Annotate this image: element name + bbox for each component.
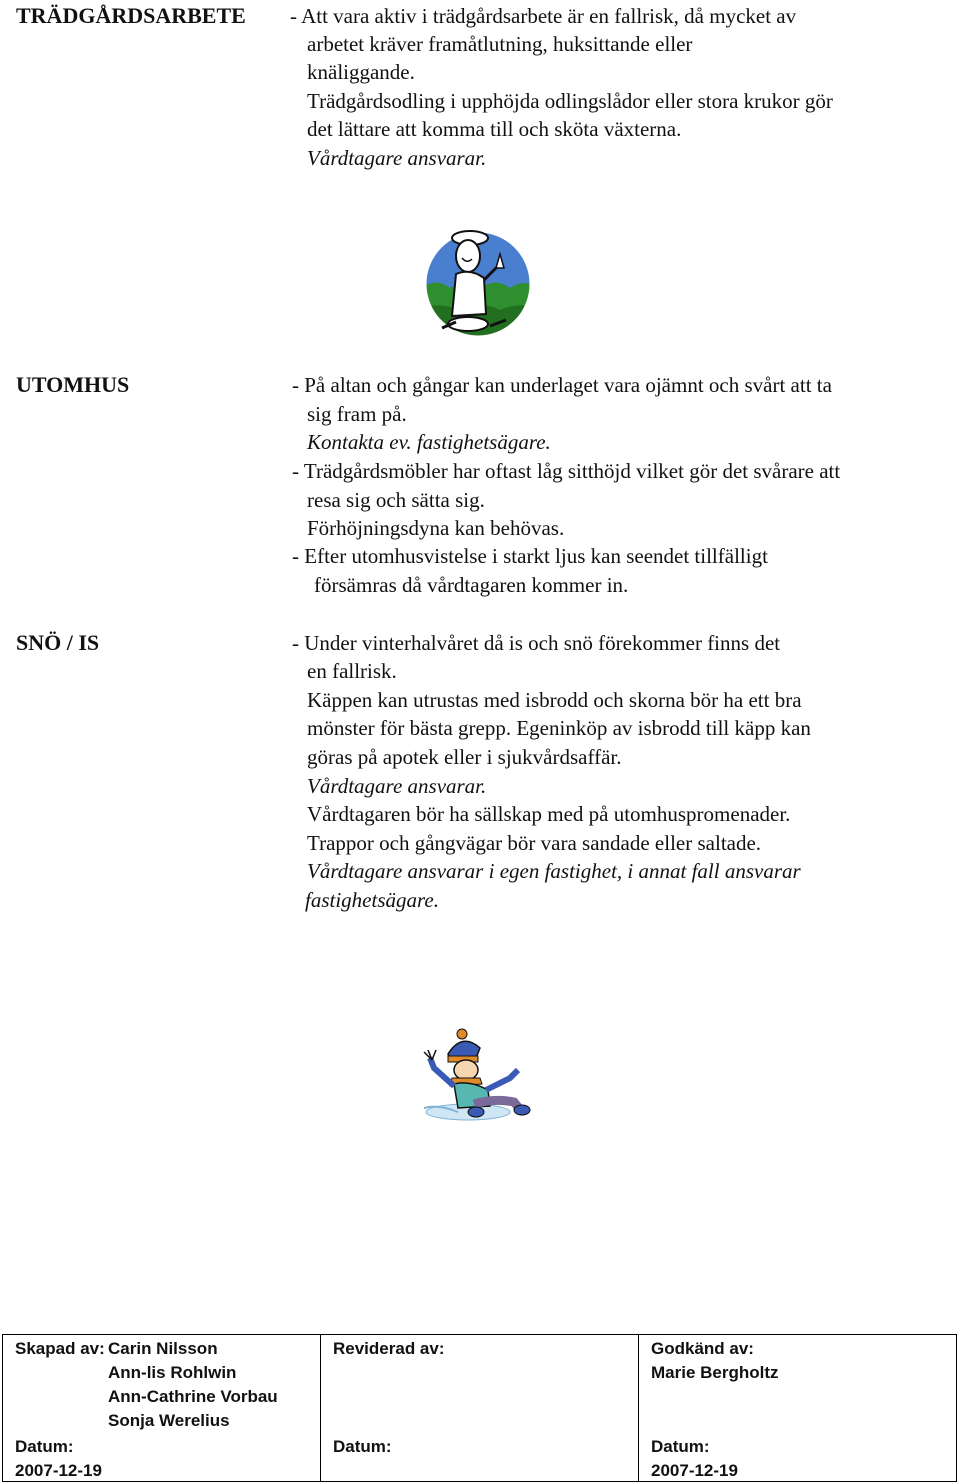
author-name: Ann-lis Rohlwin: [108, 1363, 237, 1382]
tradgard-line: det lättare att komma till och sköta växterna.: [307, 117, 682, 141]
sno-line: Vårdtagaren bör ha sällskap med på utomhuspromenader.: [307, 802, 791, 826]
sno-responsibility-note: Vårdtagare ansvarar.: [307, 774, 487, 798]
sno-line: Käppen kan utrustas med isbrodd och skorna bör ha ett bra: [307, 688, 802, 712]
author-name: Sonja Werelius: [108, 1411, 230, 1430]
section-heading-sno-is: SNÖ / IS: [16, 630, 100, 655]
footer-created-column: [3, 1335, 320, 1481]
author-name: Ann-Cathrine Vorbau: [108, 1387, 278, 1406]
utomhus-line: sig fram på.: [307, 402, 407, 426]
created-date-label: Datum:: [15, 1437, 74, 1456]
utomhus-line: - Efter utomhusvistelse i starkt ljus kan seendet tillfälligt: [292, 544, 768, 568]
sno-line: göras på apotek eller i sjukvårdsaffär.: [307, 745, 622, 769]
tradgard-line: - Att vara aktiv i trädgårdsarbete är en fallrisk, då mycket av: [290, 4, 797, 28]
revised-date-label: Datum:: [333, 1437, 392, 1456]
utomhus-line: försämras då vårdtagaren kommer in.: [314, 573, 629, 597]
utomhus-line: - På altan och gångar kan underlaget vara ojämnt och svårt att ta: [292, 373, 832, 397]
tradgard-line: arbetet kräver framåtlutning, huksittande eller: [307, 32, 693, 56]
sno-responsibility-note: fastighetsägare.: [305, 888, 439, 912]
revised-label: Reviderad av:: [333, 1339, 445, 1358]
footer-approved-column: [638, 1335, 956, 1481]
approver-name: Marie Bergholtz: [651, 1363, 779, 1382]
sno-line: - Under vinterhalvåret då is och snö förekommer finns det: [292, 631, 781, 655]
approved-date: 2007-12-19: [651, 1461, 738, 1480]
gardener-illustration: [420, 228, 536, 344]
tradgard-line: Trädgårdsodling i upphöjda odlingslådor eller stora krukor gör: [307, 89, 833, 113]
utomhus-line: Förhöjningsdyna kan behövas.: [307, 516, 565, 540]
utomhus-line: - Trädgårdsmöbler har oftast låg sitthöjd vilket gör det svårare att: [292, 459, 841, 483]
slipping-person-illustration: [418, 1028, 538, 1124]
created-date: 2007-12-19: [15, 1461, 102, 1480]
tradgard-responsibility-note: Vårdtagare ansvarar.: [307, 146, 487, 170]
sno-line: en fallrisk.: [307, 659, 397, 683]
sno-line: mönster för bästa grepp. Egeninköp av isbrodd till käpp kan: [307, 716, 811, 740]
footer-revised-column: [320, 1335, 638, 1481]
created-label: Skapad av:: [15, 1339, 105, 1358]
approved-label: Godkänd av:: [651, 1339, 754, 1358]
section-heading-tradgardsarbete: TRÄDGÅRDSARBETE: [16, 3, 246, 28]
utomhus-contact-note: Kontakta ev. fastighetsägare.: [307, 430, 551, 454]
section-heading-utomhus: UTOMHUS: [16, 372, 130, 397]
sno-line: Trappor och gångvägar bör vara sandade eller saltade.: [307, 831, 762, 855]
sno-responsibility-note: Vårdtagare ansvarar i egen fastighet, i annat fall ansvarar: [307, 859, 801, 883]
author-name: Carin Nilsson: [108, 1339, 218, 1358]
utomhus-line: resa sig och sätta sig.: [307, 488, 485, 512]
document-footer: [2, 1334, 957, 1482]
approved-date-label: Datum:: [651, 1437, 710, 1456]
tradgard-line: knäliggande.: [307, 60, 415, 84]
